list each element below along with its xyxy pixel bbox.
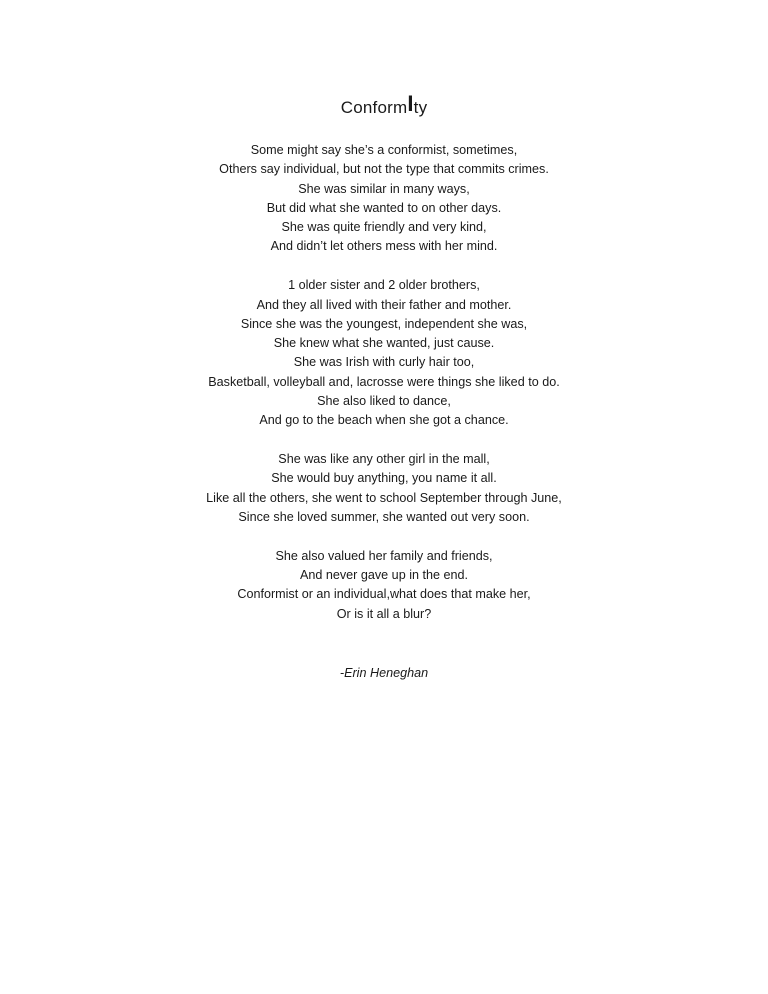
- poem-line: And they all lived with their father and mother.: [256, 297, 512, 312]
- poem-line: Others say individual, but not the type that commits crimes.: [219, 162, 549, 177]
- poem-line: And go to the beach when she got a chance.: [259, 413, 509, 428]
- poem-line: Basketball, volleyball and, lacrosse were things she liked to do.: [208, 374, 560, 389]
- poem-line: And didn’t let others mess with her mind.: [270, 239, 498, 254]
- poem-title-suffix: ty: [413, 98, 428, 117]
- poem-line: Or is it all a blur?: [336, 606, 432, 621]
- poem-line: She was quite friendly and very kind,: [281, 220, 487, 235]
- stanza-2: [0, 276, 768, 430]
- poem-line: She was Irish with curly hair too,: [293, 355, 475, 370]
- poem-line: She knew what she wanted, just cause.: [273, 336, 495, 351]
- poem-title: [0, 91, 768, 120]
- poem-line: Since she loved summer, she wanted out very soon.: [238, 510, 530, 525]
- poem-title-i: I: [407, 91, 414, 116]
- poem-line: 1 older sister and 2 older brothers,: [288, 278, 480, 293]
- poem-line: She also liked to dance,: [317, 394, 451, 409]
- poem-line: She was like any other girl in the mall,: [278, 452, 490, 467]
- poem-line: Since she was the youngest, independent she was,: [240, 316, 528, 331]
- poem-body: [0, 141, 768, 644]
- stanza-3: [0, 450, 768, 527]
- stanza-1: [0, 141, 768, 257]
- poem-line: Like all the others, she went to school September through June,: [206, 490, 562, 505]
- poem-author: -Erin Heneghan: [339, 666, 429, 680]
- poem-line: She would buy anything, you name it all.: [271, 471, 497, 486]
- poem-line: Conformist or an individual,what does that make her,: [237, 587, 531, 602]
- poem-line: Some might say she’s a conformist, sometimes,: [250, 143, 518, 157]
- poem-title-prefix: Conform: [340, 98, 408, 117]
- stanza-4: [0, 547, 768, 624]
- poem-line: But did what she wanted to on other days.: [266, 200, 502, 215]
- poem-line: She was similar in many ways,: [298, 181, 470, 196]
- poem-line: And never gave up in the end.: [299, 568, 469, 583]
- poem-line: She also valued her family and friends,: [275, 548, 493, 563]
